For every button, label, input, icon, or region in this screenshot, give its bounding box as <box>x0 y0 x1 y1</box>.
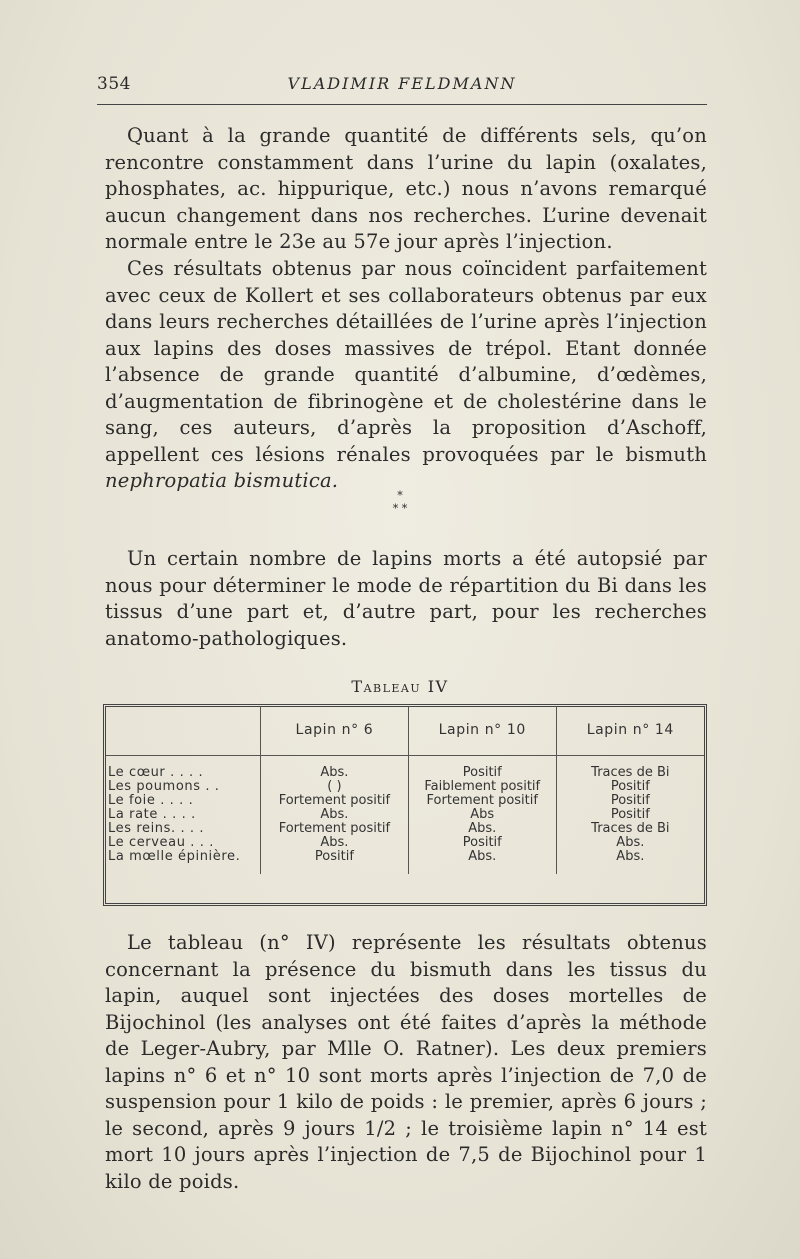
table-row <box>106 766 704 780</box>
table-row <box>106 836 704 850</box>
table-header-empty <box>106 707 261 756</box>
results-table <box>103 704 707 906</box>
page-number: 354 <box>97 74 131 94</box>
table-header-cell: Lapin n° 6 <box>261 707 409 756</box>
paragraph-text: Un certain nombre de lapins morts a été autopsié par nous pour déterminer le mode de répartition du Bi dans les tissus d’une part et, d’autre part, pour les recherches anatomo-pathologiques. <box>105 547 707 650</box>
paragraph-urine-salts <box>105 123 707 256</box>
table-cell: Positif <box>408 836 556 850</box>
paragraph-table-description <box>105 930 707 1195</box>
table-end-row <box>106 864 704 874</box>
table-caption <box>0 677 800 696</box>
header-rule <box>97 104 707 105</box>
asterism-bottom: * * <box>392 502 408 515</box>
table-header-cell: Lapin n° 14 <box>556 707 704 756</box>
table-cell: Abs. <box>408 822 556 836</box>
table-cell-organ: Le foie . . . . <box>108 793 194 809</box>
asterism-top: * <box>397 489 403 502</box>
table-cell: Fortement positif <box>261 794 409 808</box>
table-row <box>106 822 704 836</box>
table-cell: Abs <box>408 808 556 822</box>
page-header <box>97 72 707 100</box>
table-row <box>106 850 704 864</box>
table-header-cell: Lapin n° 10 <box>408 707 556 756</box>
table-cell: ( ) <box>261 780 409 794</box>
table-cell: Abs. <box>261 836 409 850</box>
paragraph-text <box>105 256 707 495</box>
table-cell: Abs. <box>556 850 704 864</box>
table-cell: Fortement positif <box>261 822 409 836</box>
table-cell: Positif <box>556 780 704 794</box>
table-cell: Faiblement positif <box>408 780 556 794</box>
table-row <box>106 780 704 794</box>
paragraph-autopsy <box>105 546 707 652</box>
paragraph-text-main: Ces résultats obtenus par nous coïncident parfaitement avec ceux de Kollert et ses collaborateurs obtenus par eux dans leurs recherches détaillées de l’urine après l’injection aux lapins des doses massives de trépol. Etant donnée l’absence de grande quantité d’albumine, d’œdèmes, d’augmentation de fibrinogène et de cholestérine dans le sang, ces auteurs, d’après la proposition d’Aschoff, appellent ces lésions rénales provoquées par le bismuth <box>105 257 707 466</box>
table-cell-organ: La rate . . . . <box>108 807 196 823</box>
table-cell: Positif <box>556 808 704 822</box>
section-break-asterism <box>380 489 420 523</box>
paragraph-text: Quant à la grande quantité de différents sels, qu’on rencontre constamment dans l’urine du lapin (oxalates, phosphates, ac. hippurique, etc.) nous n’avons remarqué aucun changement dans nos recherches. L’urine devenait normale entre le 23e au 57e jour après l’injection. <box>105 124 707 253</box>
table-cell: Traces de Bi <box>556 766 704 780</box>
table-cell: Traces de Bi <box>556 822 704 836</box>
table-header-row <box>106 707 704 756</box>
running-title: VLADIMIR FELDMANN <box>287 74 517 93</box>
table-cell: Positif <box>408 766 556 780</box>
table-cell-organ: La mœlle épinière. <box>108 849 241 865</box>
table-cell: Fortement positif <box>408 794 556 808</box>
table-cell-organ: Le cerveau . . . <box>108 835 214 851</box>
table-cell: Positif <box>261 850 409 864</box>
paragraph-text: Le tableau (n° IV) représente les résultats obtenus concernant la présence du bismuth dans les tissus du lapin, auquel sont injectées des doses mortelles de Bijochinol (les analyses ont été faites d’après la méthode de Leger-Aubry, par Mlle O. Ratner). Les deux premiers lapins n° 6 et n° 10 sont morts après l’injection de 7,0 de suspension pour 1 kilo de poids : le premier, après 6 jours ; le second, après 9 jours 1/2 ; le troisième lapin n° 14 est mort 10 jours après l’injection de 7,5 de Bijochinol pour 1 kilo de poids. <box>105 931 707 1193</box>
table-cell-organ: Les poumons . . <box>108 779 220 795</box>
paragraph-kollert-results <box>105 256 707 495</box>
table-cell: Abs. <box>408 850 556 864</box>
table-cell-organ: Les reins. . . . <box>108 821 205 837</box>
table-row <box>106 794 704 808</box>
table-cell: Abs. <box>261 808 409 822</box>
table-row <box>106 808 704 822</box>
table-cell: Abs. <box>556 836 704 850</box>
table-caption-number: IV <box>427 677 449 696</box>
italic-term: nephropatia bismutica. <box>105 469 339 492</box>
table-cell: Abs. <box>261 766 409 780</box>
table-cell-organ: Le cœur . . . . <box>108 765 204 781</box>
table-caption-word: Tableau <box>351 677 422 696</box>
table-cell: Positif <box>556 794 704 808</box>
